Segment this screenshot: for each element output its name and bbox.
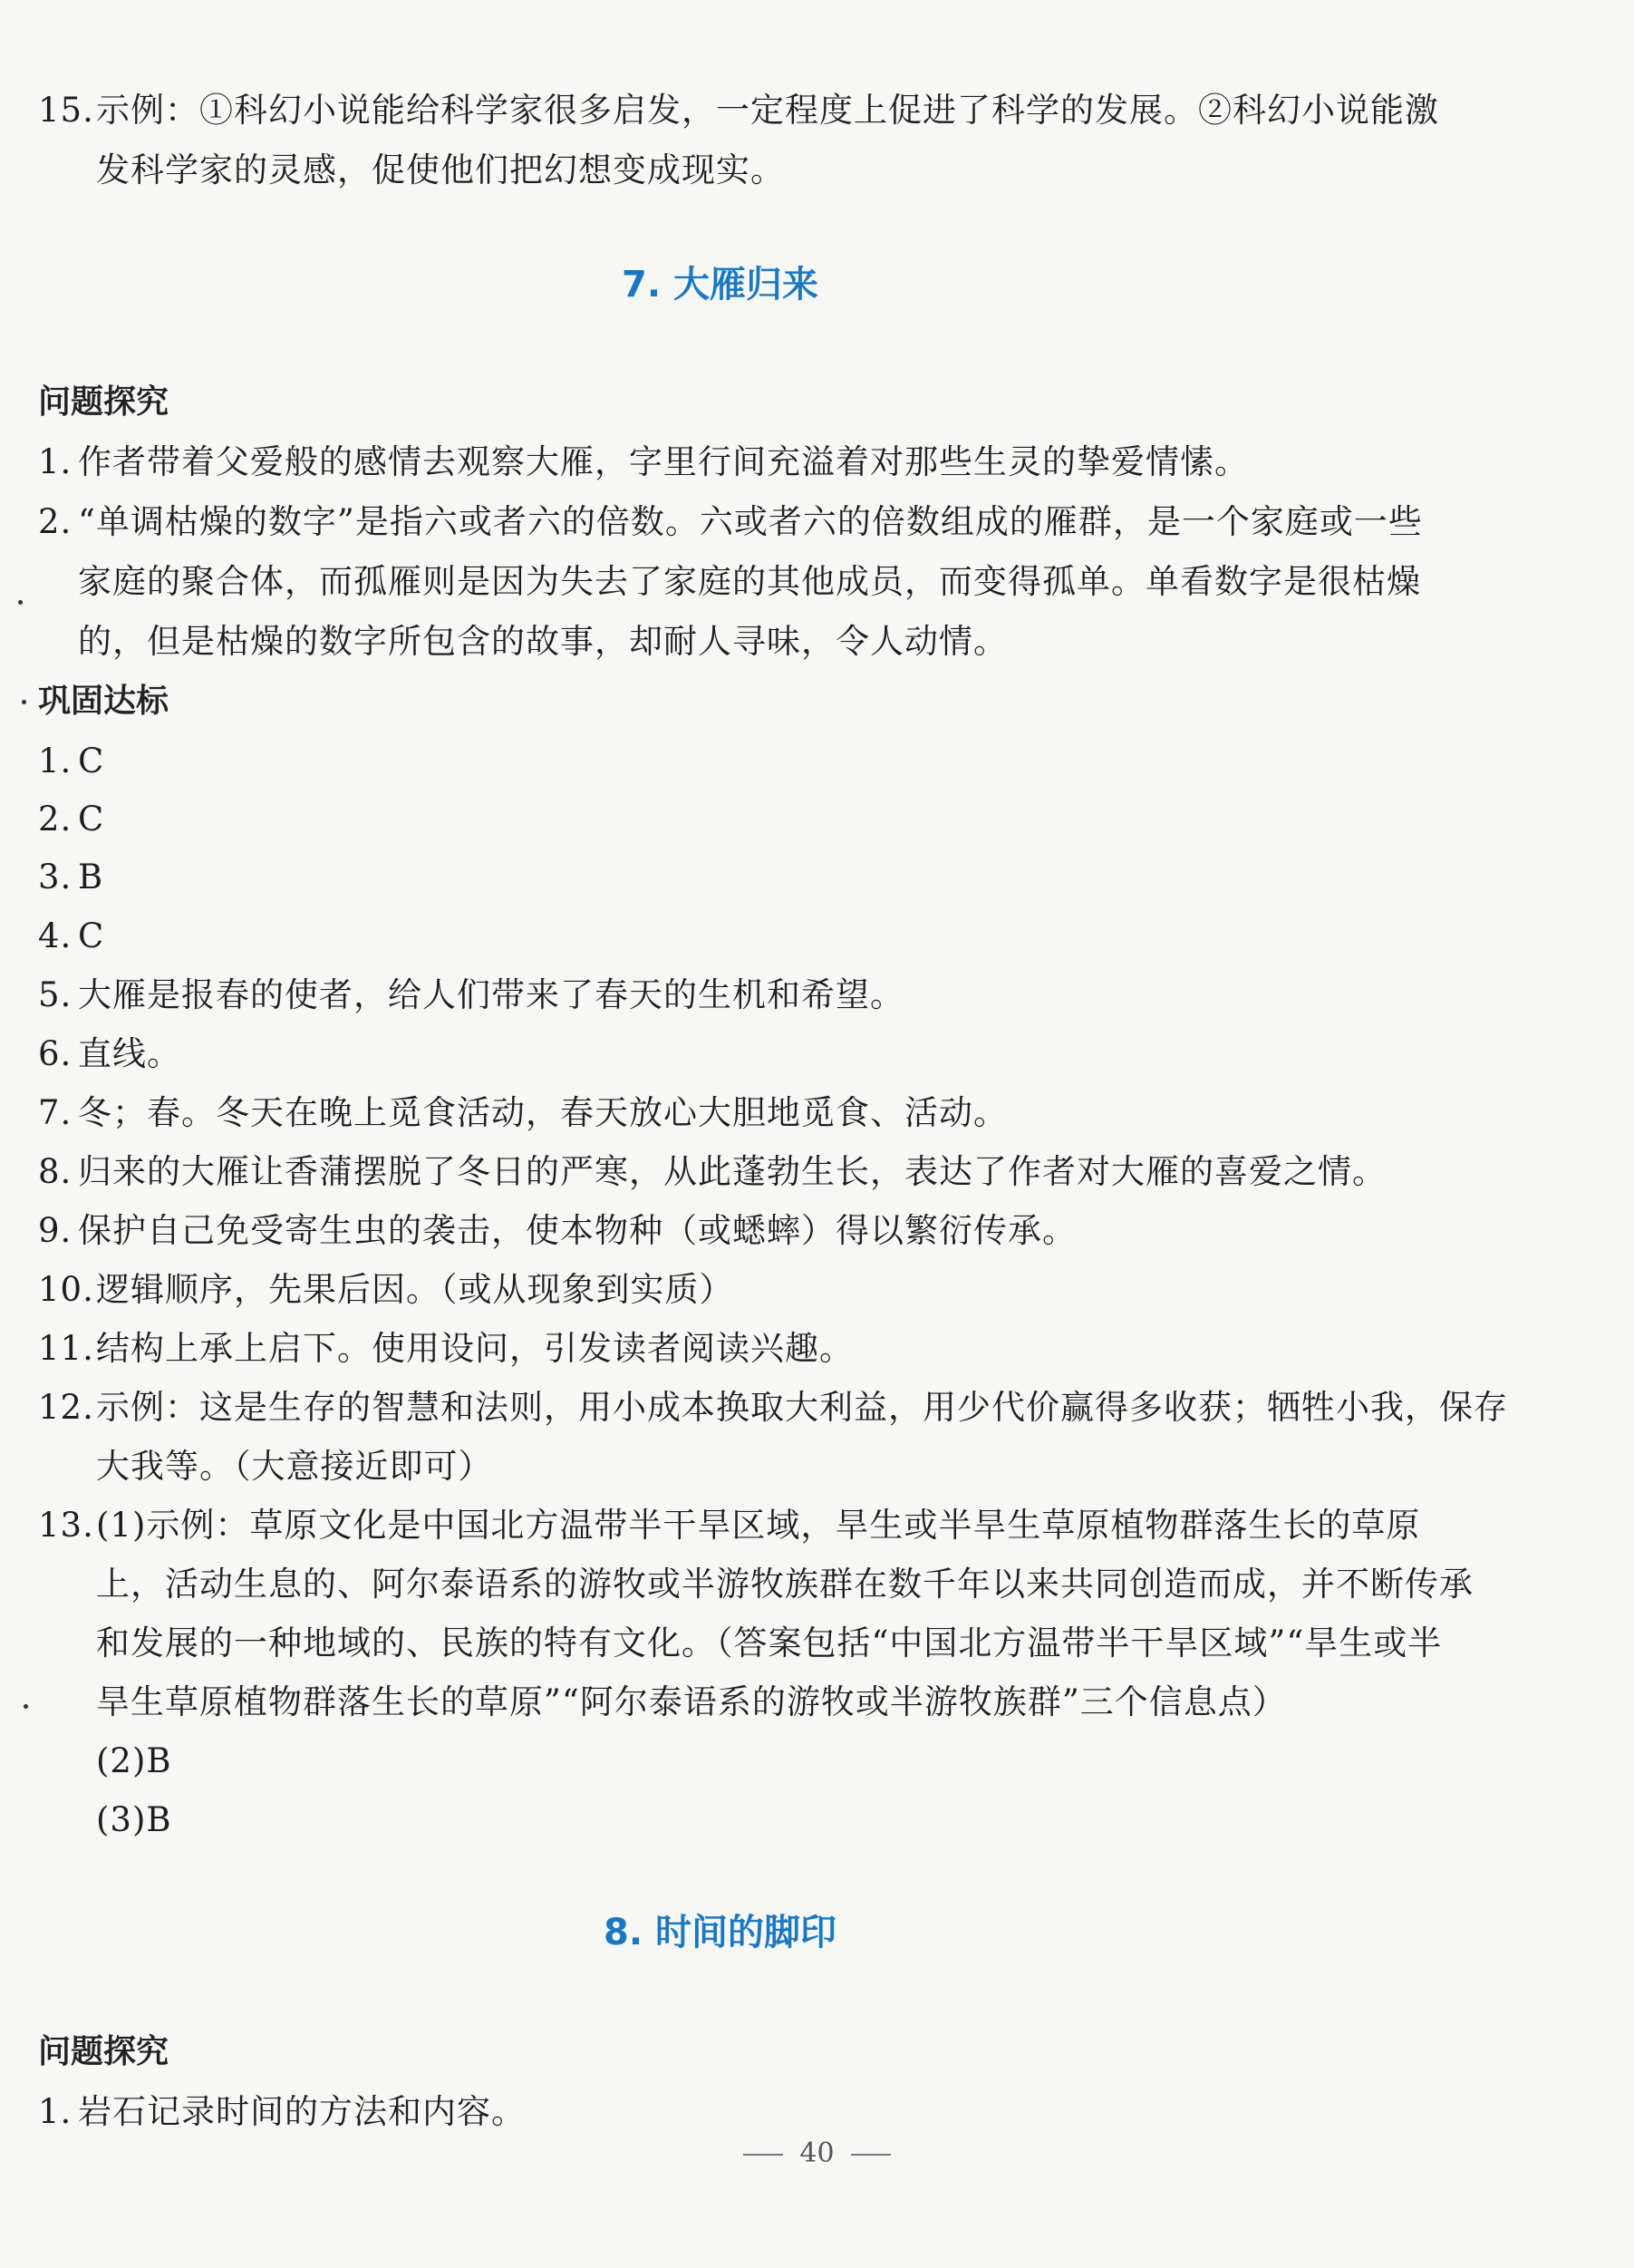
consolidate-item-5: 5. 大雁是报春的使者，给人们带来了春天的生机和希望。 [38,975,904,1014]
scan-speck [18,600,23,605]
consolidate-item-6: 6. 直线。 [38,1034,181,1073]
consolidate-item-12-line-1: 12.示例：这是生存的智慧和法则，用小成本换取大利益，用少代价赢得多收获；牺牲小我，保存 [38,1388,1508,1427]
explore-item-1: 1. 作者带着父爱般的感情去观察大雁，字里行间充溢着对那些生灵的挚爱情愫。 [38,442,1249,481]
section-7-explore-heading: 问题探究 [38,383,169,421]
footer-dash-left [743,2154,783,2156]
consolidate-item-13-line-2: 上，活动生息的、阿尔泰语系的游牧或半游牧族群在数千年以来共同创造而成，并不断传承 [96,1565,1474,1604]
consolidate-item-11: 11.结构上承上启下。使用设问，引发读者阅读兴趣。 [38,1329,854,1368]
consolidate-item-13-line-4: 旱生草原植物群落生长的草原”“阿尔泰语系的游牧或半游牧族群”三个信息点） [96,1682,1287,1721]
scan-speck [24,1704,28,1709]
consolidate-item-9: 9. 保护自己免受寄生虫的袭击，使本物种（或蟋蟀）得以繁衍传承。 [38,1211,1077,1250]
explore-item-2-line-2: 家庭的聚合体，而孤雁则是因为失去了家庭的其他成员，而变得孤单。单看数字是很枯燥 [78,562,1421,601]
consolidate-item-12-line-2: 大我等。（大意接近即可） [96,1447,493,1486]
consolidate-item-10: 10.逻辑顺序，先果后因。（或从现象到实质） [38,1270,734,1309]
scan-speck [22,700,26,704]
item-15-line-1: 15.示例：①科幻小说能给科学家很多启发，一定程度上促进了科学的发展。②科幻小说能激 [38,91,1439,130]
page-number: 40 [799,2137,835,2169]
item-15-line-2: 发科学家的灵感，促使他们把幻想变成现实。 [96,150,785,189]
explore-item-2-line-1: 2. “单调枯燥的数字”是指六或者六的倍数。六或者六的倍数组成的雁群，是一个家庭或一些 [38,502,1423,541]
consolidate-item-7: 7. 冬；春。冬天在晚上觅食活动，春天放心大胆地觅食、活动。 [38,1093,1008,1132]
consolidate-item-3: 3. B [38,858,104,897]
footer-dash-right [851,2154,891,2156]
consolidate-item-13-line-3: 和发展的一种地域的、民族的特有文化。（答案包括“中国北方温带半干旱区域”“旱生或半 [96,1623,1443,1662]
consolidate-item-13-line-1: 13.(1)示例：草原文化是中国北方温带半干旱区域，旱生或半旱生草原植物群落生长的草原 [38,1506,1421,1545]
consolidate-item-1: 1. C [38,741,105,780]
section-7-consolidate-heading: 巩固达标 [38,683,169,720]
consolidate-item-8: 8. 归来的大雁让香蒲摆脱了冬日的严寒，从此蓬勃生长，表达了作者对大雁的喜爱之情。 [38,1152,1387,1191]
section-8-title: 8. 时间的脚印 [604,1912,836,1953]
consolidate-item-2: 2. C [38,800,105,838]
section-7-title: 7. 大雁归来 [622,264,818,305]
consolidate-item-4: 4. C [38,916,105,955]
section-8-explore-heading: 问题探究 [38,2033,169,2070]
consolidate-item-13-part-2: (2)B [96,1741,172,1780]
consolidate-item-13-part-3: (3)B [96,1800,172,1839]
section-8-explore-item-1: 1. 岩石记录时间的方法和内容。 [38,2092,526,2131]
page-footer [0,2136,1634,2172]
explore-item-2-line-3: 的，但是枯燥的数字所包含的故事，却耐人寻味，令人动情。 [78,622,1008,661]
